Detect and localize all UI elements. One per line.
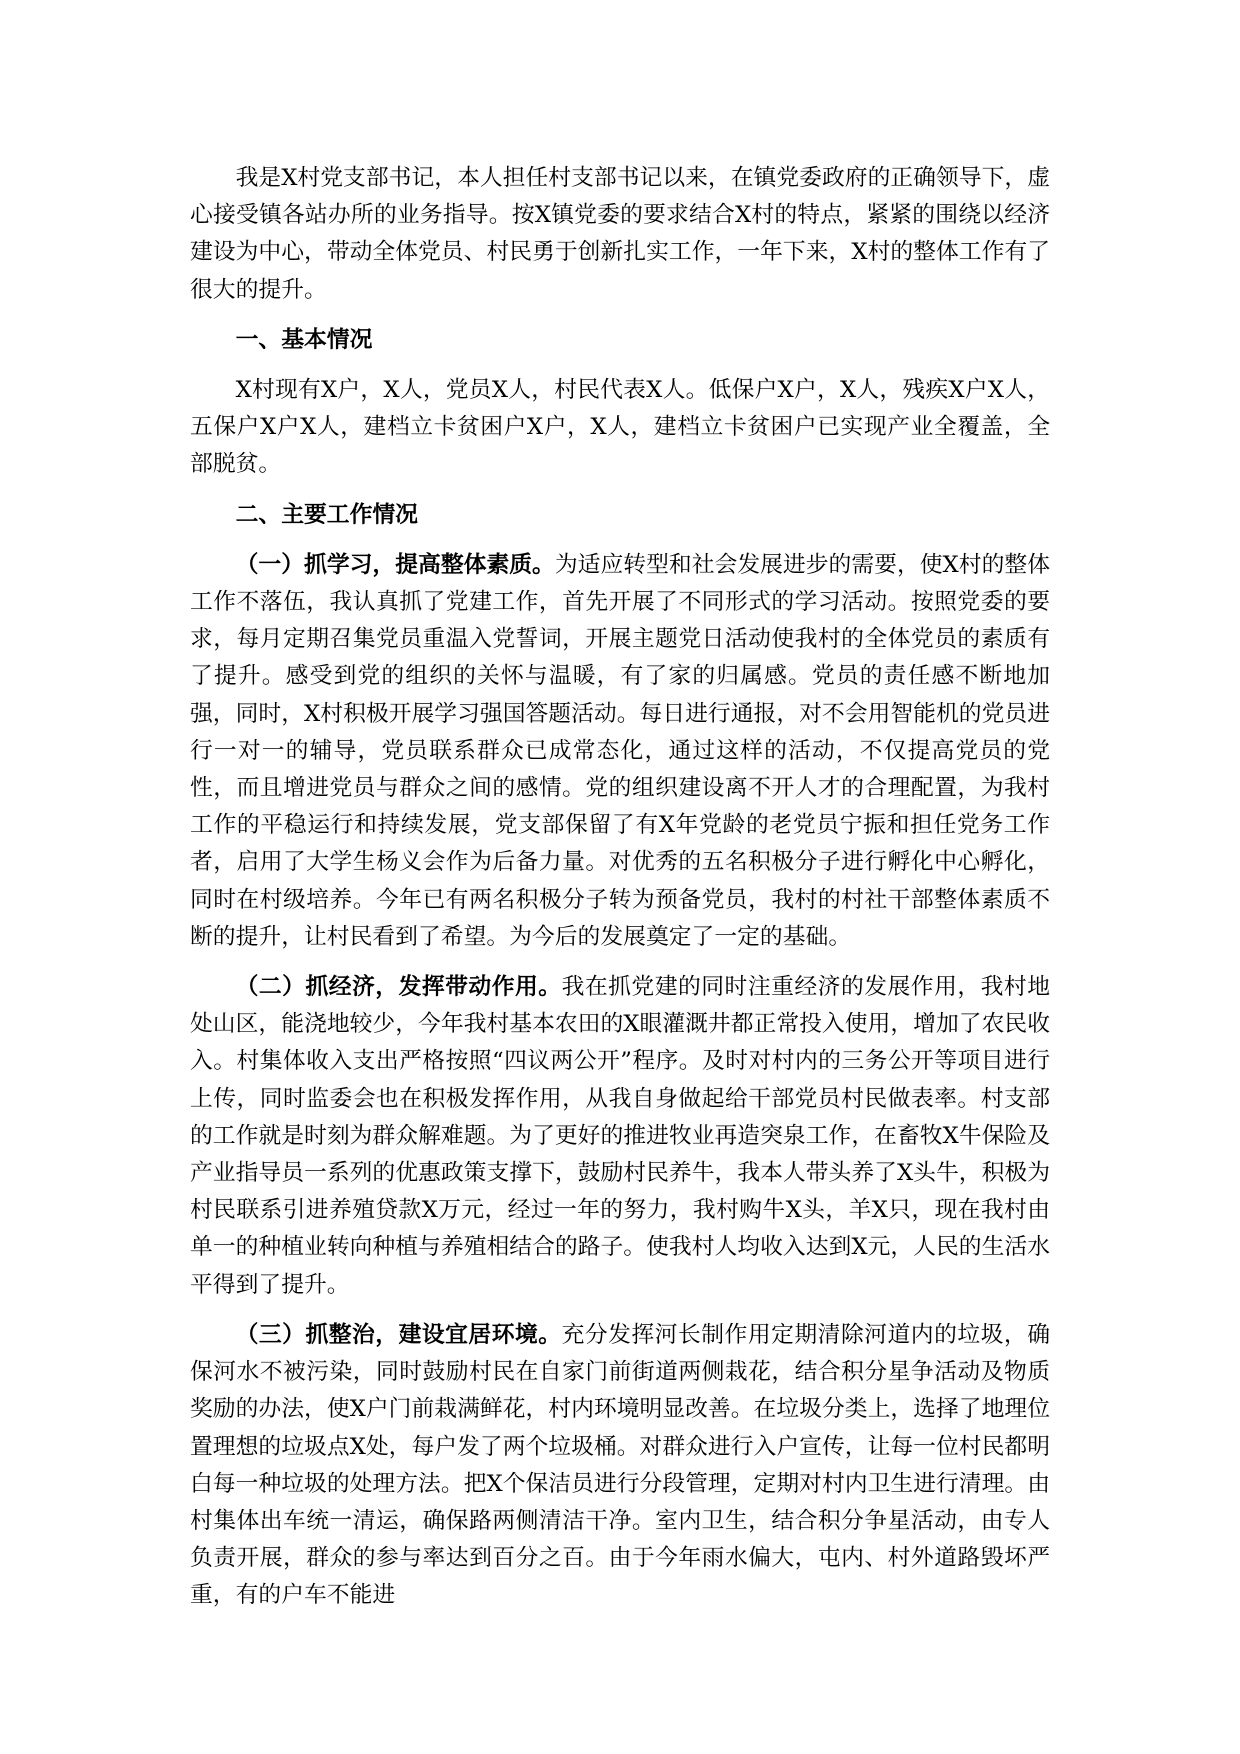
section-heading-main-work: 二、主要工作情况 xyxy=(235,501,418,528)
intro-paragraph: 我是X村党支部书记，本人担任村支部书记以来，在镇党委政府的正确领导下，虚心接受镇各站办所的业务指导。按X镇党委的要求结合X村的特点，紧紧的围绕以经济建设为中心，带动全体党员、村民勇于创新扎实工作，一年下来，X村的整体工作有了很大的提升。 xyxy=(190,165,1050,303)
work-item-study-title: （一）抓学习，提高整体素质。 xyxy=(235,551,555,578)
document-page xyxy=(190,160,1050,1628)
section-heading-basic-situation: 一、基本情况 xyxy=(235,326,373,353)
work-item-environment-title: （三）抓整治，建设宜居环境。 xyxy=(235,1321,562,1348)
work-item-economy-paragraph xyxy=(190,969,1050,1304)
work-item-environment-paragraph xyxy=(190,1317,1050,1615)
work-item-economy-title: （二）抓经济，发挥带动作用。 xyxy=(235,974,562,1001)
work-item-study-paragraph xyxy=(190,547,1050,956)
work-item-environment-body: 充分发挥河长制作用定期清除河道内的垃圾，确保河水不被污染，同时鼓励村民在自家门前街道两侧栽花，结合积分星争活动及物质奖励的办法，使X户门前栽满鲜花，村内环境明显改善。在垃圾分类上，选择了地理位置理想的垃圾点X处，每户发了两个垃圾桶。对群众进行入户宣传，让每一位村民都明白每一种垃圾的处理方法。把X个保洁员进行分段管理，定期对村内卫生进行清理。由村集体出车统一清运，确保路两侧清洁干净。室内卫生，结合积分争星活动，由专人负责开展，群众的参与率达到百分之百。由于今年雨水偏大，屯内、村外道路毁坏严重，有的户车不能进 xyxy=(190,1321,1051,1609)
work-item-economy-body: 我在抓党建的同时注重经济的发展作用，我村地处山区，能浇地较少，今年我村基本农田的X眼灌溉井都正常投入使用，增加了农民收入。村集体收入支出严格按照“四议两公开”程序。及时对村内的三务公开等项目进行上传，同时监委会也在积极发挥作用，从我自身做起给干部党员村民做表率。村支部的工作就是时刻为群众解难题。为了更好的推进牧业再造突泉工作，在畜牧X牛保险及产业指导员一系列的优惠政策支撑下，鼓励村民养牛，我本人带头养了X头牛，积极为村民联系引进养殖贷款X万元，经过一年的努力，我村购牛X头，羊X只，现在我村由单一的种植业转向种植与养殖相结合的路子。使我村人均收入达到X元，人民的生活水平得到了提升。 xyxy=(190,974,1051,1298)
work-item-study-body: 为适应转型和社会发展进步的需要，使X村的整体工作不落伍，我认真抓了党建工作，首先开展了不同形式的学习活动。按照党委的要求，每月定期召集党员重温入党誓词，开展主题党日活动使我村的全体党员的素质有了提升。感受到党的组织的关怀与温暖，有了家的归属感。党员的责任感不断地加强，同时，X村积极开展学习强国答题活动。每日进行通报，对不会用智能机的党员进行一对一的辅导，党员联系群众已成常态化，通过这样的活动，不仅提高党员的党性，而且增进党员与群众之间的感情。党的组织建设离不开人才的合理配置，为我村工作的平稳运行和持续发展，党支部保留了有X年党龄的老党员宁振和担任党务工作者，启用了大学生杨义会作为后备力量。对优秀的五名积极分子进行孵化中心孵化，同时在村级培养。今年已有两名积极分子转为预备党员，我村的村社干部整体素质不断的提升，让村民看到了希望。为今后的发展奠定了一定的基础。 xyxy=(190,551,1051,950)
basic-situation-paragraph: X村现有X户，X人，党员X人，村民代表X人。低保户X户，X人，残疾X户X人，五保户X户X人，建档立卡贫困户X户，X人，建档立卡贫困户已实现产业全覆盖，全部脱贫。 xyxy=(190,377,1050,478)
